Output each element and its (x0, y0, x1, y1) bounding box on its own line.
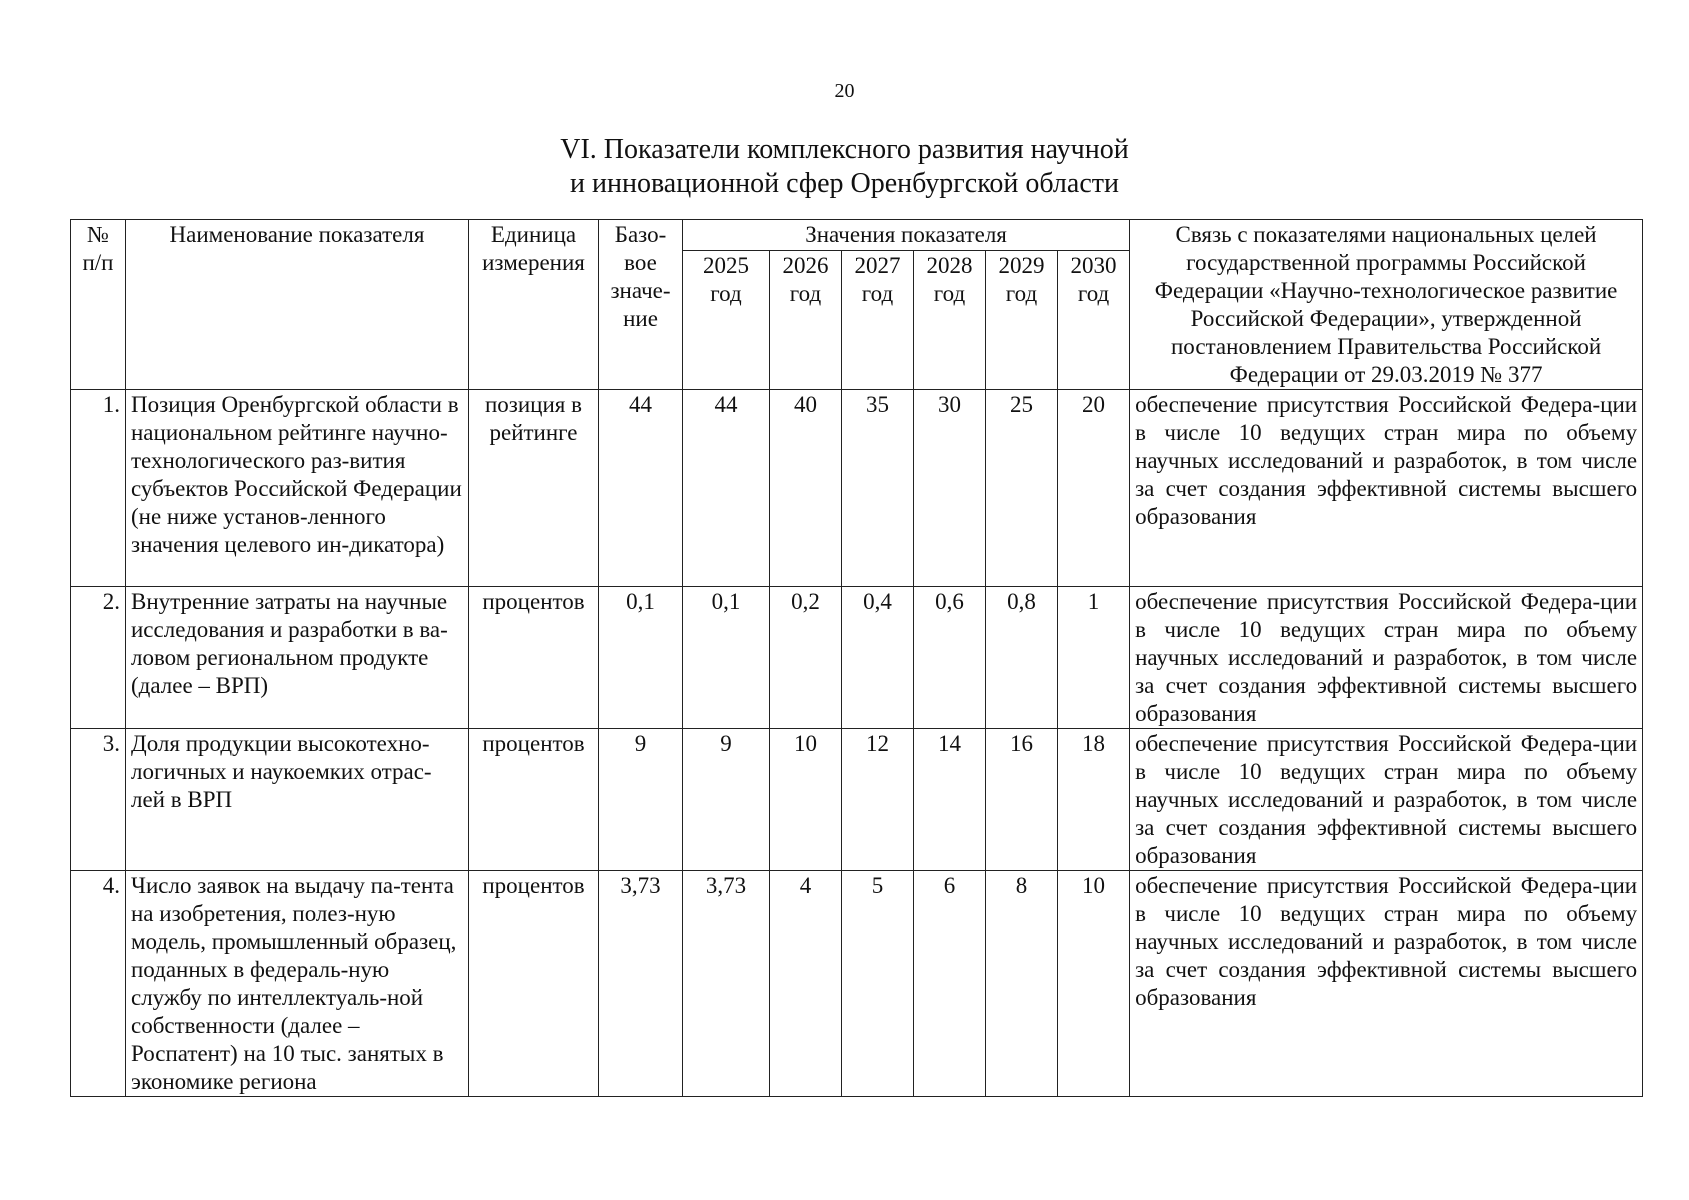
row-value: 8 (986, 871, 1058, 1097)
row-value: 1 (1058, 587, 1130, 729)
header-values-group: Значения показателя (683, 220, 1130, 251)
row-name: Доля продукции высокотехно-логичных и наукоемких отрас-лей в ВРП (126, 729, 469, 871)
row-link: обеспечение присутствия Российской Федера-ции в числе 10 ведущих стран мира по объему научных исследований и разработок, в том числе за счет создания эффективной системы высшего образования (1130, 729, 1643, 871)
header-num: № п/п (71, 220, 126, 390)
header-year: 2030 год (1058, 250, 1130, 389)
document-title (0, 133, 1689, 201)
table-row (71, 390, 1643, 587)
row-value: 3,73 (683, 871, 770, 1097)
row-value: 20 (1058, 390, 1130, 587)
row-num: 4. (71, 871, 126, 1097)
header-year: 2025 год (683, 250, 770, 389)
row-value: 12 (842, 729, 914, 871)
row-value: 18 (1058, 729, 1130, 871)
row-value: 0,6 (914, 587, 986, 729)
header-link: Связь с показателями национальных целей государственной программы Российской Федерации «Научно-технологическое развитие Российской Федерации», утвержденной постановлением Правительства Российской Федерации от 29.03.2019 № 377 (1130, 220, 1643, 390)
row-value: 25 (986, 390, 1058, 587)
row-link: обеспечение присутствия Российской Федера-ции в числе 10 ведущих стран мира по объему научных исследований и разработок, в том числе за счет создания эффективной системы высшего образования (1130, 390, 1643, 587)
header-year: 2027 год (842, 250, 914, 389)
row-unit: позиция в рейтинге (469, 390, 599, 587)
row-unit: процентов (469, 587, 599, 729)
row-name: Число заявок на выдачу па-тента на изобретения, полез-ную модель, промышленный образец, поданных в федераль-ную службу по интеллектуаль-ной собственности (далее – Роспатент) на 10 тыс. занятых в экономике региона (126, 871, 469, 1097)
row-base: 0,1 (599, 587, 683, 729)
row-value: 14 (914, 729, 986, 871)
row-value: 4 (770, 871, 842, 1097)
header-year: 2026 год (770, 250, 842, 389)
row-value: 5 (842, 871, 914, 1097)
row-base: 44 (599, 390, 683, 587)
row-value: 35 (842, 390, 914, 587)
row-value: 9 (683, 729, 770, 871)
row-value: 30 (914, 390, 986, 587)
header-unit: Единица измерения (469, 220, 599, 390)
row-value: 40 (770, 390, 842, 587)
row-value: 10 (1058, 871, 1130, 1097)
row-num: 3. (71, 729, 126, 871)
row-unit: процентов (469, 871, 599, 1097)
row-base: 3,73 (599, 871, 683, 1097)
table-row (71, 587, 1643, 729)
row-value: 0,8 (986, 587, 1058, 729)
row-link: обеспечение присутствия Российской Федера-ции в числе 10 ведущих стран мира по объему научных исследований и разработок, в том числе за счет создания эффективной системы высшего образования (1130, 871, 1643, 1097)
title-line-2: и инновационной сфер Оренбургской области (570, 168, 1119, 199)
row-base: 9 (599, 729, 683, 871)
row-value: 44 (683, 390, 770, 587)
row-value: 10 (770, 729, 842, 871)
row-value: 0,2 (770, 587, 842, 729)
table-row (71, 871, 1643, 1097)
row-value: 16 (986, 729, 1058, 871)
table-row (71, 729, 1643, 871)
row-name: Внутренние затраты на научные исследования и разработки в ва-ловом региональном продукте (далее – ВРП) (126, 587, 469, 729)
table-header-row (71, 220, 1643, 251)
title-line-1: VI. Показатели комплексного развития научной (560, 134, 1129, 165)
row-value: 6 (914, 871, 986, 1097)
row-num: 2. (71, 587, 126, 729)
indicators-table (70, 219, 1643, 1097)
row-value: 0,4 (842, 587, 914, 729)
header-name: Наименование показателя (126, 220, 469, 390)
row-num: 1. (71, 390, 126, 587)
row-link: обеспечение присутствия Российской Федера-ции в числе 10 ведущих стран мира по объему научных исследований и разработок, в том числе за счет создания эффективной системы высшего образования (1130, 587, 1643, 729)
header-year: 2028 год (914, 250, 986, 389)
row-value: 0,1 (683, 587, 770, 729)
header-base: Базо-вое значе-ние (599, 220, 683, 390)
row-name: Позиция Оренбургской области в национальном рейтинге научно-технологического раз-вития субъектов Российской Федерации (не ниже установ-ленного значения целевого ин-дикатора) (126, 390, 469, 587)
row-unit: процентов (469, 729, 599, 871)
page-number: 20 (834, 80, 855, 102)
header-year: 2029 год (986, 250, 1058, 389)
